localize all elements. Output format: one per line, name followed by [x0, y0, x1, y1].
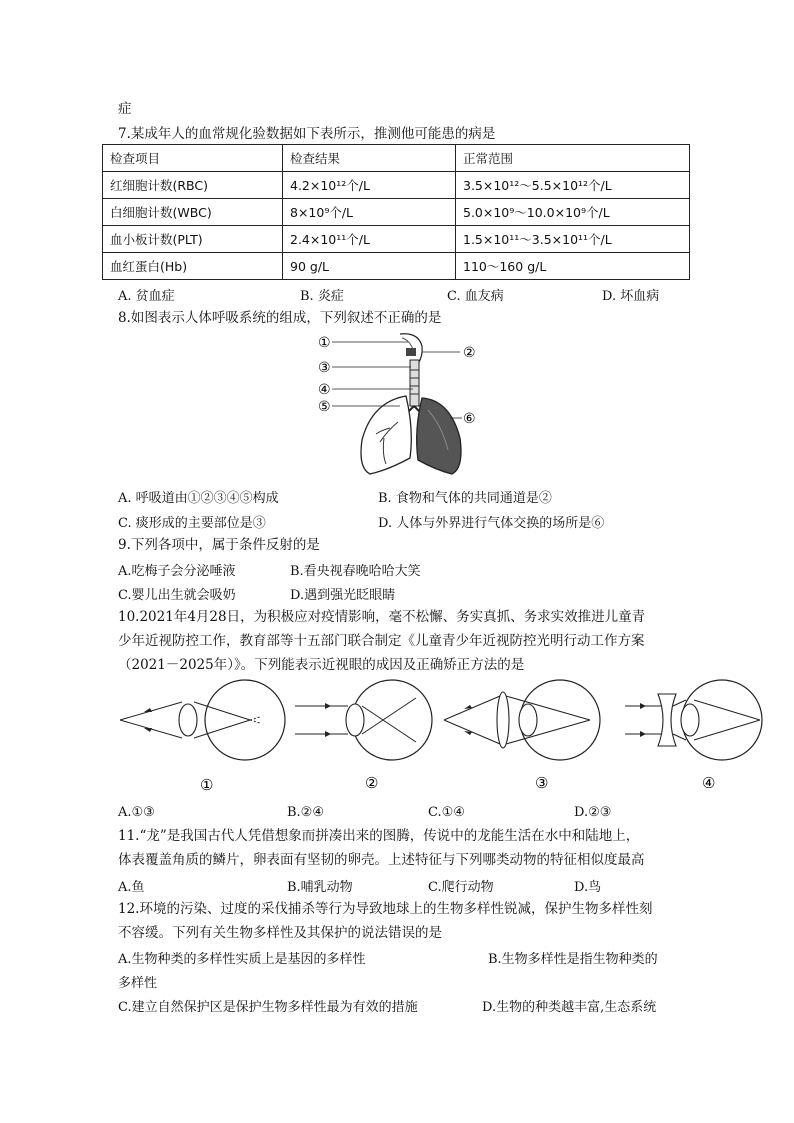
- q12-option-d[interactable]: D.生物的种类越丰富,生态系统: [482, 1000, 657, 1015]
- table-cell: 血红蛋白(Hb): [103, 253, 283, 280]
- blood-test-table: [102, 144, 690, 280]
- diagram-label-2: ②: [463, 345, 476, 361]
- table-cell: 4.2×10¹²个/L: [283, 172, 456, 199]
- q10-line-3: （2021－2025年）》。下列能表示近视眼的成因及正确矫正方法的是: [118, 657, 525, 673]
- table-cell: 110～160 g/L: [456, 253, 690, 280]
- q11-line-1: 11.“龙”是我国古代人凭借想象而拼凑出来的图腾，传说中的龙能生活在水中和陆地上，: [118, 828, 640, 844]
- q7-option-c[interactable]: C. 血友病: [447, 289, 504, 304]
- q8-option-c[interactable]: C. 痰形成的主要部位是③: [118, 516, 266, 531]
- q11-option-c[interactable]: C.爬行动物: [428, 880, 494, 895]
- q10-option-b[interactable]: B.②④: [287, 805, 324, 820]
- q12-option-a[interactable]: A.生物种类的多样性实质上是基因的多样性: [118, 952, 366, 967]
- table-row: [103, 172, 690, 199]
- diagram-label-6: ⑥: [463, 411, 476, 427]
- diagram-label-1: ①: [318, 335, 331, 351]
- table-header-row: [103, 145, 690, 172]
- q12-line-1: 12.环境的污染、过度的采伐捕杀等行为导致地球上的生物多样性锐减，保护生物多样性刻: [118, 901, 653, 917]
- q7-stem: 7.某成年人的血常规化验数据如下表所示，推测他可能患的病是: [118, 126, 496, 142]
- q8-stem: 8.如图表示人体呼吸系统的组成，下列叙述不正确的是: [118, 310, 442, 326]
- table-cell: 3.5×10¹²～5.5×10¹²个/L: [456, 172, 690, 199]
- table-cell: 血小板计数(PLT): [103, 226, 283, 253]
- q12-option-b[interactable]: B.生物多样性是指生物种类的: [488, 952, 658, 967]
- q12-line-2: 不容缓。下列有关生物多样性及其保护的说法错误的是: [118, 925, 442, 941]
- q11-line-2: 体表覆盖角质的鳞片，卵表面有坚韧的卵壳。上述特征与下列哪类动物的特征相似度最高: [118, 852, 645, 868]
- q9-stem: 9.下列各项中，属于条件反射的是: [118, 537, 320, 553]
- q9-option-d[interactable]: D.遇到强光眨眼睛: [290, 588, 396, 603]
- eye-figure-label-2: ②: [365, 774, 379, 792]
- q8-option-a[interactable]: A. 呼吸道由①②③④⑤构成: [118, 491, 279, 506]
- table-cell: 红细胞计数(RBC): [103, 172, 283, 199]
- eye-figure-label-4: ④: [702, 774, 716, 792]
- eye-diagrams: [110, 672, 770, 794]
- table-header-cell: 检查结果: [283, 145, 456, 172]
- q10-option-a[interactable]: A.①③: [118, 805, 155, 820]
- q9-option-a[interactable]: A.吃梅子会分泌唾液: [118, 564, 236, 579]
- q9-option-b[interactable]: B.看央视春晚哈哈大笑: [290, 564, 421, 579]
- eye-figure-label-1: ①: [200, 776, 214, 794]
- q11-option-d[interactable]: D.鸟: [574, 880, 602, 895]
- q8-option-d[interactable]: D. 人体与外界进行气体交换的场所是⑥: [378, 516, 605, 531]
- q10-option-d[interactable]: D.②③: [574, 805, 612, 820]
- table-header-cell: 检查项目: [103, 145, 283, 172]
- q7-option-d[interactable]: D. 坏血病: [602, 289, 660, 304]
- q12-option-c[interactable]: C.建立自然保护区是保护生物多样性最为有效的措施: [118, 1000, 418, 1015]
- q10-line-2: 少年近视防控工作，教育部等十五部门联合制定《儿童青少年近视防控光明行动工作方案: [118, 633, 645, 649]
- q8-option-b[interactable]: B. 食物和气体的共同通道是②: [378, 491, 552, 506]
- q10-line-1: 10.2021年4月28日，为积极应对疫情影响，毫不松懈、务实真抓、务求实效推进儿童青: [118, 609, 646, 625]
- q7-option-b[interactable]: B. 炎症: [300, 289, 344, 304]
- q12-option-b-continued[interactable]: 多样性: [118, 976, 158, 991]
- q11-option-b[interactable]: B.哺乳动物: [287, 880, 353, 895]
- table-header-cell: 正常范围: [456, 145, 690, 172]
- table-cell: 5.0×10⁹～10.0×10⁹个/L: [456, 199, 690, 226]
- table-cell: 90 g/L: [283, 253, 456, 280]
- respiratory-system-diagram: [310, 330, 490, 478]
- eye-figure-label-3: ③: [535, 774, 549, 792]
- q7-option-a[interactable]: A. 贫血症: [118, 289, 175, 304]
- previous-question-fragment: 症: [118, 101, 132, 117]
- q10-option-c[interactable]: C.①④: [428, 805, 465, 820]
- diagram-label-5: ⑤: [318, 399, 331, 415]
- diagram-label-4: ④: [318, 382, 331, 398]
- diagram-label-3: ③: [318, 360, 331, 376]
- table-cell: 8×10⁹个/L: [283, 199, 456, 226]
- table-cell: 1.5×10¹¹～3.5×10¹¹个/L: [456, 226, 690, 253]
- q11-option-a[interactable]: A.鱼: [118, 880, 145, 895]
- table-row: [103, 253, 690, 280]
- table-row: [103, 226, 690, 253]
- q9-option-c[interactable]: C.婴儿出生就会吸奶: [118, 588, 236, 603]
- table-cell: 白细胞计数(WBC): [103, 199, 283, 226]
- table-row: [103, 199, 690, 226]
- table-cell: 2.4×10¹¹个/L: [283, 226, 456, 253]
